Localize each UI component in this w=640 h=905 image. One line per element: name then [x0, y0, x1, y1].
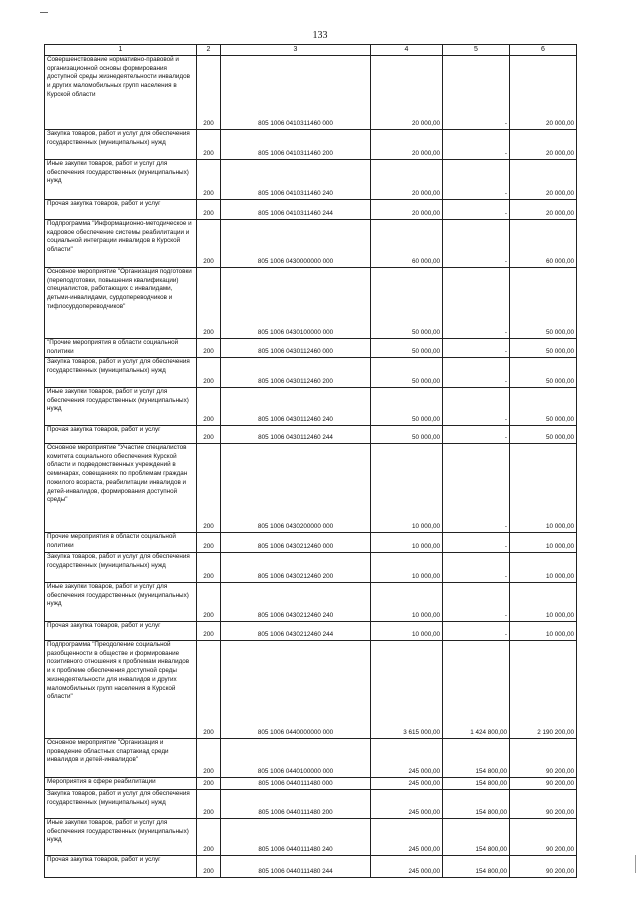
column-header-2: 2 [197, 45, 221, 56]
row-classification-cell: 805 1006 0430112460 200 [221, 358, 371, 388]
row-name-cell: Иные закупки товаров, работ и услуг для обеспечения государственных (муниципальных) нужд [45, 160, 197, 200]
row-amount-cell: 60 000,00 [371, 220, 443, 268]
row-amount-cell: 50 000,00 [510, 339, 577, 358]
row-classification-cell: 805 1006 0440111480 240 [221, 819, 371, 856]
row-code-cell: 200 [197, 268, 221, 339]
row-name-cell: Закупка товаров, работ и услуг для обеспечения государственных (муниципальных) нужд [45, 553, 197, 583]
row-amount-cell: 90 200,00 [510, 778, 577, 790]
row-name-cell: Совершенствование нормативно-правовой и организационной основы формирования доступной среды жизнедеятельности инвалидов и других маломобильных групп населения в Курской области [45, 56, 197, 130]
table-row [45, 553, 577, 583]
row-classification-cell: 805 1006 0410311460 200 [221, 130, 371, 160]
row-amount-cell: 245 000,00 [371, 856, 443, 878]
row-classification-cell: 805 1006 0440000000 000 [221, 641, 371, 739]
row-amount-cell: 245 000,00 [371, 739, 443, 778]
row-amount-cell: 90 200,00 [510, 819, 577, 856]
row-name-cell: Подпрограмма "Преодоление социальной разобщенности в обществе и формирование позитивного отношения к проблемам инвалидов и к проблеме обеспечения доступной среды жизнедеятельности для инвалидов и других маломобильных групп населения в Курской области" [45, 641, 197, 739]
row-amount-cell: - [443, 200, 510, 220]
row-classification-cell: 805 1006 0440100000 000 [221, 739, 371, 778]
row-classification-cell: 805 1006 0440111480 244 [221, 856, 371, 878]
row-amount-cell: 60 000,00 [510, 220, 577, 268]
row-name-cell: Основное мероприятие "Участие специалистов комитета социального обеспечения Курской области и подведомственных учреждений в семинарах, совещаниях по проблемам граждан пожилого возраста, реабилитации инвалидов и детей-инвалидов, формирования доступной среды" [45, 444, 197, 533]
row-amount-cell: - [443, 533, 510, 553]
row-amount-cell: - [443, 130, 510, 160]
row-amount-cell: 10 000,00 [371, 583, 443, 622]
row-name-cell: Иные закупки товаров, работ и услуг для обеспечения государственных (муниципальных) нужд [45, 583, 197, 622]
row-classification-cell: 805 1006 0430112460 240 [221, 388, 371, 426]
row-amount-cell: 20 000,00 [371, 130, 443, 160]
row-amount-cell: - [443, 583, 510, 622]
row-amount-cell: 50 000,00 [371, 388, 443, 426]
row-amount-cell: - [443, 426, 510, 444]
row-amount-cell: - [443, 553, 510, 583]
table-row [45, 56, 577, 130]
row-amount-cell: 50 000,00 [371, 426, 443, 444]
table-row [45, 426, 577, 444]
row-classification-cell: 805 1006 0430212460 000 [221, 533, 371, 553]
row-amount-cell: 20 000,00 [510, 200, 577, 220]
table-row [45, 130, 577, 160]
row-name-cell: Прочая закупка товаров, работ и услуг [45, 426, 197, 444]
row-amount-cell: 20 000,00 [371, 160, 443, 200]
row-amount-cell: 50 000,00 [371, 339, 443, 358]
row-amount-cell: 2 190 200,00 [510, 641, 577, 739]
row-code-cell: 200 [197, 160, 221, 200]
table-row [45, 220, 577, 268]
row-name-cell: Закупка товаров, работ и услуг для обеспечения государственных (муниципальных) нужд [45, 790, 197, 819]
row-name-cell: Иные закупки товаров, работ и услуг для обеспечения государственных (муниципальных) нужд [45, 388, 197, 426]
row-amount-cell: 50 000,00 [371, 358, 443, 388]
row-name-cell: Прочая закупка товаров, работ и услуг [45, 622, 197, 641]
row-amount-cell: 10 000,00 [510, 444, 577, 533]
row-amount-cell: 154 800,00 [443, 778, 510, 790]
table-row [45, 444, 577, 533]
row-amount-cell: 10 000,00 [371, 444, 443, 533]
column-header-3: 3 [221, 45, 371, 56]
table-row [45, 622, 577, 641]
table-row [45, 388, 577, 426]
table-row [45, 778, 577, 790]
row-classification-cell: 805 1006 0410311460 240 [221, 160, 371, 200]
row-code-cell: 200 [197, 739, 221, 778]
row-code-cell: 200 [197, 553, 221, 583]
row-amount-cell: 20 000,00 [371, 200, 443, 220]
table-row [45, 739, 577, 778]
row-code-cell: 200 [197, 339, 221, 358]
row-code-cell: 200 [197, 819, 221, 856]
table-row [45, 200, 577, 220]
scan-corner-mark [40, 12, 48, 13]
row-amount-cell: 20 000,00 [371, 56, 443, 130]
row-amount-cell: 10 000,00 [371, 553, 443, 583]
table-row [45, 856, 577, 878]
row-name-cell: "Прочие мероприятия в области социальной политики [45, 339, 197, 358]
row-code-cell: 200 [197, 388, 221, 426]
budget-table [44, 44, 577, 878]
row-code-cell: 200 [197, 220, 221, 268]
column-header-1: 1 [45, 45, 197, 56]
row-classification-cell: 805 1006 0410311460 000 [221, 56, 371, 130]
row-classification-cell: 805 1006 0410311460 244 [221, 200, 371, 220]
table-row [45, 339, 577, 358]
row-amount-cell: - [443, 160, 510, 200]
row-classification-cell: 805 1006 0430212460 240 [221, 583, 371, 622]
table-row [45, 819, 577, 856]
row-amount-cell: 1 424 800,00 [443, 641, 510, 739]
row-amount-cell: 245 000,00 [371, 790, 443, 819]
row-classification-cell: 805 1006 0430200000 000 [221, 444, 371, 533]
row-amount-cell: 10 000,00 [371, 622, 443, 641]
row-amount-cell: 50 000,00 [510, 358, 577, 388]
row-name-cell: Основное мероприятие "Организация и проведение областных спартакиад среди инвалидов и детей-инвалидов" [45, 739, 197, 778]
row-amount-cell: - [443, 56, 510, 130]
row-code-cell: 200 [197, 856, 221, 878]
row-amount-cell: 50 000,00 [510, 426, 577, 444]
row-code-cell: 200 [197, 641, 221, 739]
table-row [45, 583, 577, 622]
row-code-cell: 200 [197, 778, 221, 790]
row-name-cell: Закупка товаров, работ и услуг для обеспечения государственных (муниципальных) нужд [45, 130, 197, 160]
row-name-cell: Мероприятия в сфере реабилитации [45, 778, 197, 790]
row-amount-cell: - [443, 622, 510, 641]
row-amount-cell: - [443, 220, 510, 268]
row-code-cell: 200 [197, 426, 221, 444]
page-number: 133 [312, 30, 328, 41]
row-amount-cell: 10 000,00 [510, 583, 577, 622]
row-name-cell: Закупка товаров, работ и услуг для обеспечения государственных (муниципальных) нужд [45, 358, 197, 388]
row-name-cell: Подпрограмма "Информационно-методическое и кадровое обеспечение системы реабилитации и социальной интеграции инвалидов в Курской области" [45, 220, 197, 268]
row-amount-cell: 245 000,00 [371, 819, 443, 856]
row-classification-cell: 805 1006 0440111480 000 [221, 778, 371, 790]
row-amount-cell: 10 000,00 [371, 533, 443, 553]
row-classification-cell: 805 1006 0430212460 244 [221, 622, 371, 641]
row-amount-cell: 10 000,00 [510, 553, 577, 583]
table-row [45, 160, 577, 200]
column-header-5: 5 [443, 45, 510, 56]
row-amount-cell: - [443, 358, 510, 388]
table-row [45, 358, 577, 388]
column-header-6: 6 [510, 45, 577, 56]
row-classification-cell: 805 1006 0440111480 200 [221, 790, 371, 819]
scan-edge-mark [635, 855, 636, 873]
table-header-row [45, 45, 577, 56]
row-amount-cell: - [443, 339, 510, 358]
row-amount-cell: 20 000,00 [510, 56, 577, 130]
row-amount-cell: 245 000,00 [371, 778, 443, 790]
table-row [45, 533, 577, 553]
row-code-cell: 200 [197, 358, 221, 388]
row-classification-cell: 805 1006 0430112460 000 [221, 339, 371, 358]
row-classification-cell: 805 1006 0430112460 244 [221, 426, 371, 444]
row-amount-cell: 154 800,00 [443, 790, 510, 819]
row-amount-cell: 154 800,00 [443, 739, 510, 778]
row-amount-cell: 10 000,00 [510, 533, 577, 553]
row-amount-cell: 10 000,00 [510, 622, 577, 641]
row-amount-cell: 50 000,00 [510, 388, 577, 426]
row-code-cell: 200 [197, 56, 221, 130]
row-amount-cell: 20 000,00 [510, 160, 577, 200]
row-amount-cell: 90 200,00 [510, 856, 577, 878]
row-name-cell: Основное мероприятие "Организация подготовки (переподготовки, повышения квалификации) специалистов, работающих с инвалидами, детьми-инвалидами, сурдопереводчиков и тифлосурдопереводчиков" [45, 268, 197, 339]
table-row [45, 641, 577, 739]
row-code-cell: 200 [197, 533, 221, 553]
row-amount-cell: 3 615 000,00 [371, 641, 443, 739]
row-code-cell: 200 [197, 583, 221, 622]
column-header-4: 4 [371, 45, 443, 56]
row-amount-cell: 154 800,00 [443, 856, 510, 878]
row-classification-cell: 805 1006 0430000000 000 [221, 220, 371, 268]
table-row [45, 790, 577, 819]
row-classification-cell: 805 1006 0430100000 000 [221, 268, 371, 339]
row-amount-cell: 154 800,00 [443, 819, 510, 856]
row-amount-cell: 90 200,00 [510, 739, 577, 778]
table-row [45, 268, 577, 339]
row-amount-cell: 20 000,00 [510, 130, 577, 160]
row-amount-cell: - [443, 388, 510, 426]
row-amount-cell: 50 000,00 [510, 268, 577, 339]
row-code-cell: 200 [197, 444, 221, 533]
row-amount-cell: 50 000,00 [371, 268, 443, 339]
row-code-cell: 200 [197, 200, 221, 220]
row-classification-cell: 805 1006 0430212460 200 [221, 553, 371, 583]
row-name-cell: Прочая закупка товаров, работ и услуг [45, 856, 197, 878]
row-code-cell: 200 [197, 790, 221, 819]
row-amount-cell: - [443, 268, 510, 339]
row-amount-cell: 90 200,00 [510, 790, 577, 819]
row-code-cell: 200 [197, 130, 221, 160]
row-name-cell: Прочая закупка товаров, работ и услуг [45, 200, 197, 220]
row-name-cell: Иные закупки товаров, работ и услуг для обеспечения государственных (муниципальных) нужд [45, 819, 197, 856]
row-amount-cell: - [443, 444, 510, 533]
row-name-cell: Прочие мероприятия в области социальной политики [45, 533, 197, 553]
row-code-cell: 200 [197, 622, 221, 641]
